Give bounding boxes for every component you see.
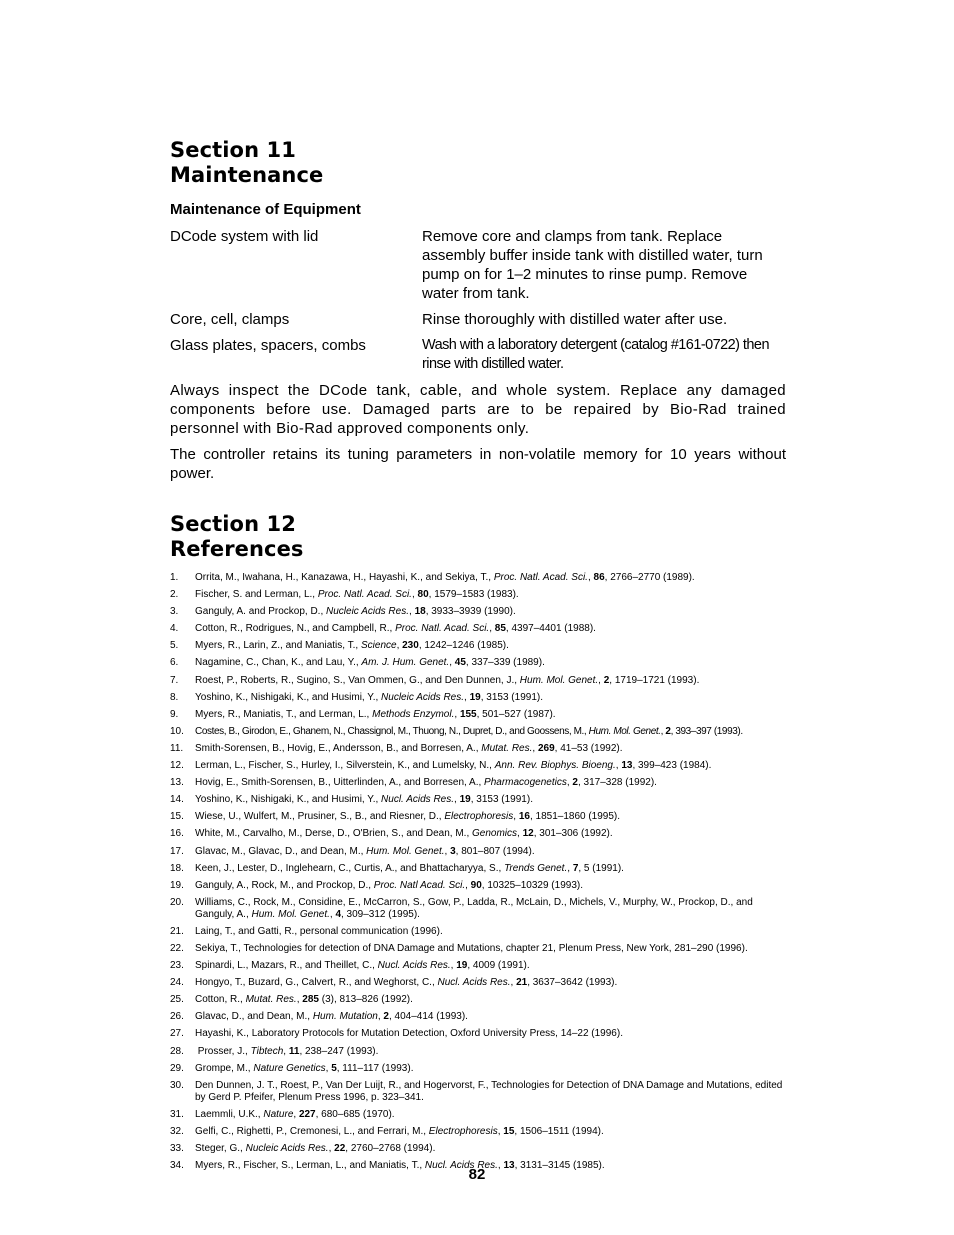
reference-item bbox=[170, 1109, 786, 1121]
reference-authors: Roest, P., Roberts, R., Sugino, S., Van Ommen, G., and Den Dunnen, J., bbox=[195, 674, 520, 686]
reference-pages: , 309–312 (1995). bbox=[341, 908, 420, 920]
reference-volume: 12 bbox=[522, 828, 534, 840]
reference-volume: 13 bbox=[503, 1160, 515, 1172]
reference-volume: 85 bbox=[494, 623, 506, 635]
reference-journal: Electrophoresis bbox=[428, 1125, 498, 1137]
section-11-title bbox=[170, 138, 786, 188]
reference-item bbox=[170, 926, 786, 938]
reference-volume: 2 bbox=[383, 1011, 389, 1023]
reference-pages: , 1719–1721 (1993). bbox=[609, 674, 700, 686]
reference-text bbox=[195, 675, 786, 687]
reference-journal: Nucl. Acids Res. bbox=[377, 960, 451, 972]
reference-journal: Am. J. Hum. Genet. bbox=[361, 657, 450, 669]
reference-separator: , bbox=[454, 708, 460, 720]
reference-volume: 2 bbox=[603, 674, 610, 686]
reference-text bbox=[195, 1063, 786, 1075]
reference-pages: , 41–53 (1992). bbox=[554, 742, 623, 754]
equipment-action: Remove core and clamps from tank. Replace assembly buffer inside tank with distilled water, turn pump on for 1–2 minutes to rinse pump. Remove water from tank. bbox=[422, 228, 763, 302]
reference-authors: Orrita, M., Iwahana, H., Kanazawa, H., Hayashi, K., and Sekiya, T., bbox=[195, 572, 494, 583]
reference-authors: Grompe, M., bbox=[195, 1062, 254, 1074]
reference-separator: , bbox=[615, 760, 622, 772]
reference-pages: , 1851–1860 (1995). bbox=[529, 811, 621, 823]
reference-journal: Proc. Natl. Acad. Sci. bbox=[493, 572, 588, 583]
reference-volume: 19 bbox=[469, 691, 481, 703]
reference-separator: , bbox=[444, 845, 451, 857]
reference-number: 20. bbox=[170, 896, 184, 908]
reference-volume: 19 bbox=[459, 794, 471, 806]
reference-volume: 285 bbox=[302, 994, 319, 1006]
reference-item bbox=[170, 640, 786, 652]
reference-number: 8. bbox=[170, 691, 179, 703]
reference-authors: Ganguly, A., Rock, M., and Prockop, D., bbox=[195, 879, 374, 891]
reference-pages: , 3153 (1991). bbox=[470, 794, 533, 806]
reference-text bbox=[195, 692, 786, 704]
equipment-item: Glass plates, spacers, combs bbox=[170, 337, 366, 354]
reference-journal: Hum. Mol. Genet. bbox=[366, 845, 445, 857]
reference-volume: 11 bbox=[288, 1045, 300, 1057]
reference-separator: , bbox=[598, 674, 604, 686]
reference-journal: Genomics bbox=[472, 828, 518, 840]
reference-journal: Nucl. Acids Res. bbox=[424, 1160, 498, 1172]
reference-journal: Nucleic Acids Res. bbox=[326, 606, 409, 618]
reference-number: 23. bbox=[170, 960, 184, 972]
reference-authors: White, M., Carvalho, M., Derse, D., O'Brien, S., and Dean, M., bbox=[195, 828, 472, 840]
reference-item bbox=[170, 589, 786, 601]
reference-pages: (3), 813–826 (1992). bbox=[318, 994, 413, 1006]
reference-text bbox=[195, 846, 786, 858]
reference-separator: , bbox=[377, 1011, 384, 1023]
reference-number: 13. bbox=[170, 777, 184, 789]
reference-separator: , bbox=[450, 960, 457, 972]
reference-authors: Sekiya, T., Technologies for detection of DNA Damage and Mutations, chapter 21, Plenum Press, New York, 281–290 (1996). bbox=[195, 942, 748, 954]
reference-number: 14. bbox=[170, 794, 184, 806]
reference-number: 6. bbox=[170, 657, 179, 669]
reference-item bbox=[170, 1011, 786, 1023]
reference-pages: , 680–685 (1970). bbox=[315, 1108, 395, 1120]
reference-item bbox=[170, 977, 786, 989]
reference-authors: Glavac, M., Glavac, D., and Dean, M., bbox=[195, 845, 367, 857]
reference-item bbox=[170, 1063, 786, 1075]
reference-volume: 15 bbox=[503, 1125, 515, 1137]
reference-text bbox=[195, 572, 786, 584]
reference-pages: , 2760–2768 (1994). bbox=[345, 1143, 436, 1154]
reference-volume: 22 bbox=[334, 1143, 346, 1154]
reference-number: 5. bbox=[170, 640, 179, 652]
reference-separator: , bbox=[283, 1045, 289, 1057]
reference-volume: 16 bbox=[518, 811, 530, 823]
reference-separator: , bbox=[325, 1062, 332, 1074]
document-page bbox=[170, 138, 786, 1177]
section-11-number: Section 11 bbox=[170, 138, 296, 162]
reference-journal: Nucl. Acids Res. bbox=[381, 794, 455, 806]
section-12-number: Section 12 bbox=[170, 512, 296, 536]
reference-pages: , 393–397 (1993). bbox=[670, 725, 743, 737]
reference-item bbox=[170, 675, 786, 687]
reference-text bbox=[195, 811, 786, 823]
reference-authors: Steger, G., bbox=[195, 1143, 246, 1154]
reference-text bbox=[195, 1011, 786, 1023]
reference-separator: , bbox=[449, 657, 455, 669]
reference-pages: , 1579–1583 (1983). bbox=[428, 589, 519, 601]
reference-separator: , bbox=[567, 862, 573, 874]
reference-journal: Proc. Natl. Acad. Sci. bbox=[395, 623, 490, 635]
reference-authors: Cotton, R., bbox=[195, 994, 246, 1006]
reference-pages: , 1242–1246 (1985). bbox=[418, 640, 509, 652]
reference-item bbox=[170, 657, 786, 669]
reference-text bbox=[195, 897, 786, 921]
section-11-name: Maintenance bbox=[170, 163, 324, 187]
section-12-name: References bbox=[170, 537, 304, 561]
reference-authors: Myers, R., Maniatis, T., and Lerman, L., bbox=[195, 708, 373, 720]
reference-authors: Ganguly, A. and Prockop, D., bbox=[195, 606, 326, 618]
reference-separator: , bbox=[411, 589, 418, 601]
references-list bbox=[170, 572, 786, 1172]
reference-journal: Proc. Natl. Acad. Sci. bbox=[317, 589, 412, 601]
reference-separator: , bbox=[566, 777, 573, 789]
reference-pages: , 10325–10329 (1993). bbox=[481, 879, 583, 891]
reference-separator: , bbox=[497, 1160, 504, 1172]
reference-item bbox=[170, 692, 786, 704]
reference-volume: 2 bbox=[572, 777, 578, 789]
reference-item bbox=[170, 1143, 786, 1155]
equipment-action: Wash with a laboratory detergent (catalog #161-0722) then rinse with distilled water. bbox=[422, 337, 769, 372]
equipment-item: DCode system with lid bbox=[170, 228, 319, 245]
reference-item bbox=[170, 828, 786, 840]
reference-pages: , 399–423 (1984). bbox=[632, 760, 712, 772]
reference-volume: 4 bbox=[335, 908, 341, 920]
reference-number: 19. bbox=[170, 879, 184, 891]
reference-text bbox=[195, 589, 786, 601]
reference-separator: , bbox=[489, 623, 495, 635]
reference-number: 11. bbox=[170, 742, 184, 754]
reference-number: 26. bbox=[170, 1011, 184, 1023]
reference-item bbox=[170, 606, 786, 618]
reference-number: 34. bbox=[170, 1160, 184, 1172]
reference-item bbox=[170, 709, 786, 721]
reference-number: 4. bbox=[170, 623, 179, 635]
reference-separator: , bbox=[464, 691, 470, 703]
inspection-paragraph: Always inspect the DCode tank, cable, and whole system. Replace any damaged components before use. Damaged parts are to be repaired by Bio-Rad trained personnel with Bio-Rad approved components only. bbox=[170, 382, 786, 437]
reference-item bbox=[170, 863, 786, 875]
reference-number: 31. bbox=[170, 1108, 184, 1120]
reference-text bbox=[195, 657, 786, 669]
reference-text bbox=[195, 880, 786, 892]
reference-pages: , 5 (1991). bbox=[578, 862, 624, 874]
maintenance-subheading: Maintenance of Equipment bbox=[170, 201, 361, 218]
reference-text bbox=[195, 606, 786, 618]
reference-number: 24. bbox=[170, 977, 184, 989]
reference-volume: 19 bbox=[456, 960, 468, 972]
reference-authors: Hayashi, K., Laboratory Protocols for Mutation Detection, Oxford University Press, 14–22 (1996). bbox=[195, 1028, 623, 1040]
reference-authors: Prosser, J., bbox=[195, 1045, 251, 1057]
reference-text bbox=[195, 1143, 786, 1155]
reference-journal: Nature Genetics bbox=[253, 1062, 326, 1074]
reference-separator: , bbox=[517, 828, 523, 840]
reference-pages: , 3131–3145 (1985). bbox=[514, 1160, 605, 1172]
reference-number: 18. bbox=[170, 862, 184, 874]
reference-volume: 3 bbox=[450, 845, 456, 857]
reference-text bbox=[195, 1046, 786, 1058]
equipment-row bbox=[170, 310, 786, 329]
reference-volume: 21 bbox=[516, 977, 528, 989]
reference-volume: 80 bbox=[417, 589, 429, 601]
reference-volume: 45 bbox=[454, 657, 466, 669]
reference-text bbox=[195, 709, 786, 721]
reference-pages: , 238–247 (1993). bbox=[299, 1045, 379, 1057]
reference-number: 7. bbox=[170, 674, 179, 686]
reference-separator: , bbox=[409, 606, 415, 618]
reference-journal: Science bbox=[360, 640, 397, 652]
reference-authors: Cotton, R., Rodrigues, N., and Campbell, R., bbox=[195, 623, 396, 635]
reference-item bbox=[170, 897, 786, 921]
reference-item bbox=[170, 1028, 786, 1040]
reference-authors: Spinardi, L., Mazars, R., and Theillet, C., bbox=[195, 960, 378, 972]
reference-number: 27. bbox=[170, 1028, 184, 1040]
reference-pages: , 3933–3939 (1990). bbox=[425, 606, 516, 618]
reference-number: 28. bbox=[170, 1045, 184, 1057]
reference-authors: Laing, T., and Gatti, R., personal communication (1996). bbox=[195, 925, 443, 937]
reference-journal: Nucl. Acids Res. bbox=[437, 977, 511, 989]
reference-volume: 18 bbox=[414, 606, 426, 618]
reference-pages: , 317–328 (1992). bbox=[577, 777, 657, 789]
reference-number: 12. bbox=[170, 760, 184, 772]
reference-text bbox=[195, 863, 786, 875]
reference-authors: Williams, C., Rock, M., Considine, E., McCarron, S., Gow, P., Ladda, R., McLain, D., Michels, V., Murphy, W., Prockop, D., and Ganguly, A., bbox=[195, 896, 756, 920]
reference-authors: Den Dunnen, J. T., Roest, P., Van Der Luijt, R., and Hogervorst, F., Technologies for Detection of DNA Damage and Mutations, edited by Gerd P. Pfeifer, Plenum Press 1996, p. 323–341. bbox=[195, 1079, 786, 1103]
reference-authors: Gelfi, C., Righetti, P., Cremonesi, L., and Ferrari, M., bbox=[195, 1125, 429, 1137]
reference-number: 9. bbox=[170, 708, 179, 720]
reference-number: 29. bbox=[170, 1062, 184, 1074]
reference-separator: , bbox=[465, 879, 471, 891]
reference-item bbox=[170, 846, 786, 858]
reference-item bbox=[170, 623, 786, 635]
reference-authors: Yoshino, K., Nishigaki, K., and Husimi, Y., bbox=[195, 794, 382, 806]
reference-text bbox=[195, 943, 786, 955]
equipment-row bbox=[170, 336, 786, 374]
reference-journal: Pharmacogenetics bbox=[484, 777, 567, 789]
reference-authors: Hongyo, T., Buzard, G., Calvert, R., and Weghorst, C., bbox=[195, 977, 438, 989]
reference-separator: , bbox=[497, 1125, 504, 1137]
reference-journal: Electrophoresis bbox=[444, 811, 514, 823]
reference-item bbox=[170, 943, 786, 955]
reference-authors: Glavac, D., and Dean, M., bbox=[195, 1011, 313, 1023]
reference-text bbox=[195, 743, 786, 755]
reference-text bbox=[195, 977, 786, 989]
reference-separator: , bbox=[532, 742, 538, 754]
reference-journal: Mutat. Res. bbox=[245, 994, 297, 1006]
reference-volume: 269 bbox=[537, 742, 555, 754]
reference-item bbox=[170, 1126, 786, 1138]
reference-pages: , 111–117 (1993). bbox=[336, 1062, 414, 1074]
page-number: 82 bbox=[468, 1166, 486, 1183]
reference-separator: , bbox=[454, 794, 460, 806]
reference-journal: Hum. Mol. Genet. bbox=[251, 908, 330, 920]
reference-authors: Keen, J., Lester, D., Inglehearn, C., Curtis, A., and Bhattacharyya, S., bbox=[195, 862, 505, 874]
reference-volume: 227 bbox=[298, 1108, 316, 1120]
reference-authors: Smith-Sorensen, B., Hovig, E., Andersson, B., and Borresen, A., bbox=[195, 742, 482, 754]
reference-authors: Hovig, E., Smith-Sorensen, B., Uitterlinden, A., and Borresen, A., bbox=[195, 777, 485, 789]
reference-number: 21. bbox=[170, 925, 184, 937]
reference-number: 32. bbox=[170, 1125, 184, 1137]
reference-text bbox=[195, 994, 786, 1006]
reference-journal: Nature bbox=[263, 1108, 294, 1120]
reference-number: 17. bbox=[170, 845, 184, 857]
reference-authors: Laemmli, U.K., bbox=[195, 1108, 264, 1120]
reference-journal: Hum. Mol. Genet. bbox=[588, 725, 661, 737]
reference-number: 33. bbox=[170, 1143, 184, 1154]
reference-separator: , bbox=[396, 640, 403, 652]
reference-journal: Tibtech bbox=[250, 1045, 284, 1057]
reference-authors: Lerman, L., Fischer, S., Hurley, I., Silverstein, K., and Lumelsky, N., bbox=[195, 760, 495, 772]
reference-volume: 13 bbox=[621, 760, 633, 772]
reference-item bbox=[170, 572, 786, 584]
reference-text bbox=[195, 726, 786, 738]
reference-separator: , bbox=[587, 572, 594, 583]
reference-journal: Nucleic Acids Res. bbox=[381, 691, 465, 703]
reference-text bbox=[195, 1028, 786, 1040]
reference-journal: Mutat. Res. bbox=[481, 742, 533, 754]
reference-journal: Proc. Natl Acad. Sci. bbox=[373, 879, 466, 891]
reference-text bbox=[195, 828, 786, 840]
reference-volume: 5 bbox=[331, 1062, 337, 1074]
reference-number: 1. bbox=[170, 572, 179, 583]
reference-volume: 2 bbox=[665, 725, 671, 737]
reference-item bbox=[170, 760, 786, 772]
reference-number: 30. bbox=[170, 1079, 184, 1091]
equipment-row bbox=[170, 227, 786, 303]
reference-item bbox=[170, 794, 786, 806]
reference-pages: , 3637–3642 (1993). bbox=[527, 977, 618, 989]
reference-item bbox=[170, 880, 786, 892]
reference-text bbox=[195, 926, 786, 938]
reference-item bbox=[170, 994, 786, 1006]
reference-separator: , bbox=[660, 725, 666, 737]
reference-authors: Nagamine, C., Chan, K., and Lau, Y., bbox=[195, 657, 362, 669]
reference-separator: , bbox=[329, 908, 336, 920]
reference-journal: Hum. Mutation bbox=[312, 1011, 378, 1023]
reference-item bbox=[170, 777, 786, 789]
reference-pages: , 801–807 (1994). bbox=[455, 845, 535, 857]
reference-item bbox=[170, 1080, 786, 1104]
reference-pages: , 301–306 (1992). bbox=[533, 828, 613, 840]
reference-pages: , 4397–4401 (1988). bbox=[505, 623, 596, 635]
reference-text bbox=[195, 960, 786, 972]
reference-volume: 230 bbox=[402, 640, 419, 652]
reference-number: 22. bbox=[170, 942, 184, 954]
equipment-item: Core, cell, clamps bbox=[170, 311, 290, 328]
reference-volume: 7 bbox=[572, 862, 579, 874]
reference-pages: , 4009 (1991). bbox=[467, 960, 530, 972]
reference-authors: Wiese, U., Wulfert, M., Prusiner, S., B., and Riesner, D., bbox=[195, 811, 445, 823]
reference-text bbox=[195, 777, 786, 789]
reference-separator: , bbox=[296, 994, 303, 1006]
controller-paragraph: The controller retains its tuning parameters in non-volatile memory for 10 years without power. bbox=[170, 446, 786, 482]
reference-text bbox=[195, 1109, 786, 1121]
reference-text bbox=[195, 1080, 786, 1104]
reference-authors: Fischer, S. and Lerman, L., bbox=[195, 589, 318, 601]
reference-text bbox=[195, 623, 786, 635]
equipment-table bbox=[170, 227, 786, 374]
reference-journal: Nucleic Acids Res. bbox=[245, 1143, 329, 1154]
reference-pages: , 1506–1511 (1994). bbox=[514, 1125, 604, 1137]
reference-text bbox=[195, 1126, 786, 1138]
reference-item bbox=[170, 811, 786, 823]
reference-journal: Methods Enzymol. bbox=[372, 708, 455, 720]
reference-journal: Ann. Rev. Biophys. Bioeng. bbox=[494, 760, 616, 772]
section-12-title bbox=[170, 512, 786, 562]
reference-volume: 86 bbox=[593, 572, 605, 583]
reference-text bbox=[195, 640, 786, 652]
reference-separator: , bbox=[513, 811, 519, 823]
reference-authors: Yoshino, K., Nishigaki, K., and Husimi, Y., bbox=[195, 691, 382, 703]
reference-text bbox=[195, 794, 786, 806]
reference-journal: Trends Genet. bbox=[504, 862, 568, 874]
reference-item bbox=[170, 960, 786, 972]
reference-volume: 155 bbox=[459, 708, 477, 720]
reference-text bbox=[195, 760, 786, 772]
reference-number: 16. bbox=[170, 828, 184, 840]
reference-pages: , 337–339 (1989). bbox=[465, 657, 545, 669]
reference-pages: , 501–527 (1987). bbox=[476, 708, 556, 720]
reference-authors: Myers, R., Fischer, S., Lerman, L., and Maniatis, T., bbox=[195, 1160, 425, 1172]
reference-item bbox=[170, 1046, 786, 1058]
reference-journal: Hum. Mol. Genet. bbox=[519, 674, 599, 686]
reference-pages: , 2766–2770 (1989). bbox=[604, 572, 695, 583]
reference-authors: Costes, B., Girodon, E., Ghanem, N., Chassignol, M., Thuong, N., Dupret, D., and Goossens, M., bbox=[195, 725, 589, 737]
reference-item bbox=[170, 743, 786, 755]
reference-item bbox=[170, 726, 786, 738]
reference-separator: , bbox=[510, 977, 517, 989]
reference-number: 15. bbox=[170, 811, 184, 823]
reference-number: 10. bbox=[170, 725, 184, 737]
reference-pages: , 404–414 (1993). bbox=[388, 1011, 468, 1023]
equipment-action: Rinse thoroughly with distilled water after use. bbox=[422, 311, 728, 328]
reference-volume: 90 bbox=[470, 879, 482, 891]
reference-separator: , bbox=[293, 1108, 299, 1120]
reference-separator: , bbox=[328, 1143, 335, 1154]
reference-number: 25. bbox=[170, 994, 184, 1006]
reference-authors: Myers, R., Larin, Z., and Maniatis, T., bbox=[195, 640, 361, 652]
reference-number: 2. bbox=[170, 589, 179, 601]
reference-number: 3. bbox=[170, 606, 179, 618]
reference-pages: , 3153 (1991). bbox=[480, 691, 543, 703]
